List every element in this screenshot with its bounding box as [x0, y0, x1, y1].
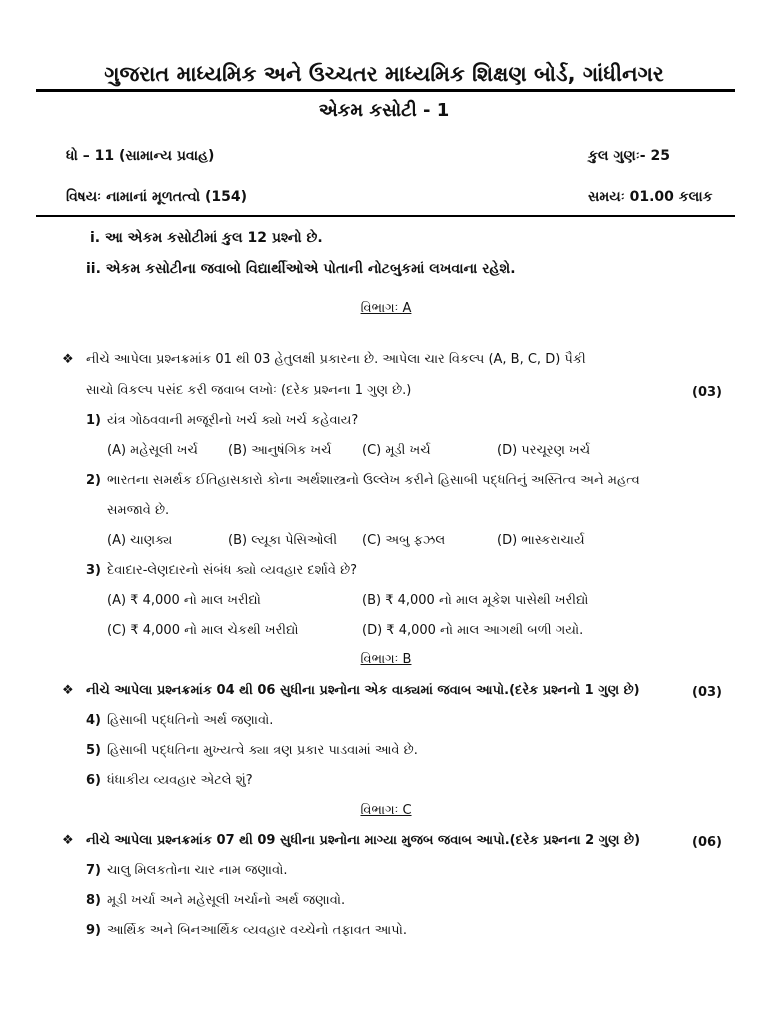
- section-b-instruction: નીચે આપેલા પ્રશ્નક્રમાંક 04 થી 06 સુધીના પ્રશ્નોના એક વાક્યમાં જવાબ આપો.(દરેક પ્રશ્નનો 1 ગુણ છે): [86, 683, 640, 698]
- question-number: 8): [86, 893, 101, 908]
- question-text: યંત્ર ગોઠવવાની મજૂરીનો ખર્ચ ક્યો ખર્ચ કહેવાય?: [107, 413, 359, 428]
- option-c: (C) મૂડી ખર્ચ: [362, 443, 431, 458]
- option-a: (A) મહેસૂલી ખર્ચ: [107, 443, 198, 458]
- question-text: ભારતના સમર્થક ઈતિહાસકારો કોના અર્થશાસ્ત્રનો ઉલ્લેખ કરીને હિસાબી પદ્ધતિનું અસ્તિત્વ અને મહત્વ: [107, 473, 640, 488]
- standard-label: ધો – 11 (સામાન્ય પ્રવાહ): [66, 148, 215, 164]
- section-c-heading: વિભાગઃ C: [360, 803, 412, 818]
- option-b: (B) લ્યૂકા પેસિઓલી: [228, 533, 338, 548]
- question-number: 6): [86, 773, 101, 788]
- option-a: (A) ₹ 4,000 નો માલ ખરીદ્યો: [107, 593, 261, 608]
- question-number: 2): [86, 473, 101, 488]
- option-a: (A) ચાણક્ય: [107, 533, 173, 548]
- option-d: (D) ભાસ્કરાચાર્ય: [497, 533, 585, 548]
- question-number: 4): [86, 713, 101, 728]
- question-text: ધંધાકીય વ્યવહાર એટલે શું?: [107, 773, 253, 788]
- question-number: 1): [86, 413, 101, 428]
- bullet-icon: ❖: [62, 833, 74, 848]
- option-d: (D) પરચૂરણ ખર્ચ: [497, 443, 591, 458]
- question-text: હિસાબી પદ્ધતિનો અર્થ જણાવો.: [107, 713, 274, 728]
- bullet-icon: ❖: [62, 352, 74, 367]
- instruction-1: i. આ એકમ કસોટીમાં કુલ 12 પ્રશ્નો છે.: [90, 230, 323, 246]
- option-c: (C) ₹ 4,000 નો માલ ચેકથી ખરીદ્યો: [107, 623, 299, 638]
- option-b: (B) આનુષંગિક ખર્ચ: [228, 443, 332, 458]
- question-number: 9): [86, 923, 101, 938]
- section-a-heading: વિભાગઃ A: [360, 301, 412, 316]
- section-a-instruction-line1: નીચે આપેલા પ્રશ્નક્રમાંક 01 થી 03 હેતુલક્ષી પ્રકારના છે. આપેલા ચાર વિકલ્પ (A, B, C, D) પૈકી: [86, 352, 586, 367]
- instruction-2: ii. એકમ કસોટીના જવાબો વિદ્યાર્થીઓએ પોતાની નોટબુકમાં લખવાના રહેશે.: [86, 261, 516, 277]
- question-text: હિસાબી પદ્ધતિના મુખ્યત્વે ક્યા ત્રણ પ્રકાર પાડવામાં આવે છે.: [107, 743, 418, 758]
- section-a-instruction-line2: સાચો વિકલ્પ પસંદ કરી જવાબ લખોઃ (દરેક પ્રશ્નના 1 ગુણ છે.): [86, 383, 412, 398]
- option-c: (C) અબુ ફઝલ: [362, 533, 446, 548]
- option-d: (D) ₹ 4,000 નો માલ આગથી બળી ગયો.: [362, 623, 584, 638]
- section-c-marks: (06): [692, 835, 722, 850]
- total-marks-label: કુલ ગુણઃ- 25: [588, 148, 670, 164]
- question-number: 7): [86, 863, 101, 878]
- section-b-heading: વિભાગઃ B: [360, 652, 412, 667]
- time-label: સમયઃ 01.00 કલાક: [588, 189, 713, 205]
- question-text: દેવાદાર-લેણદારનો સંબંધ ક્યો વ્યવહાર દર્શાવે છે?: [107, 563, 358, 578]
- header-divider: [36, 89, 735, 92]
- question-text: મૂડી ખર્ચા અને મહેસૂલી ખર્ચાનો અર્થ જણાવો.: [107, 893, 346, 908]
- section-c-instruction: નીચે આપેલા પ્રશ્નક્રમાંક 07 થી 09 સુધીના પ્રશ્નોના માગ્યા મુજબ જવાબ આપો.(દરેક પ્રશ્નના 2 ગુણ છે): [86, 833, 641, 848]
- section-b-marks: (03): [692, 685, 722, 700]
- test-title: એકમ કસોટી - 1: [318, 100, 450, 121]
- option-b: (B) ₹ 4,000 નો માલ મૂકેશ પાસેથી ખરીદ્યો: [362, 593, 589, 608]
- board-title: ગુજરાત માધ્યમિક અને ઉચ્ચતર માધ્યમિક શિક્ષણ બોર્ડ, ગાંધીનગર: [104, 62, 664, 86]
- question-text-continued: સમજાવે છે.: [107, 503, 170, 518]
- meta-divider: [36, 215, 735, 217]
- question-text: આર્થિક અને બિનઆર્થિક વ્યવહાર વચ્ચેનો તફાવત આપો.: [107, 923, 407, 938]
- question-number: 5): [86, 743, 101, 758]
- subject-label: વિષયઃ નામાનાં મૂળતત્વો (154): [66, 189, 248, 205]
- bullet-icon: ❖: [62, 683, 74, 698]
- section-a-marks: (03): [692, 385, 722, 400]
- question-text: ચાલુ મિલકતોના ચાર નામ જણાવો.: [107, 863, 288, 878]
- question-number: 3): [86, 563, 101, 578]
